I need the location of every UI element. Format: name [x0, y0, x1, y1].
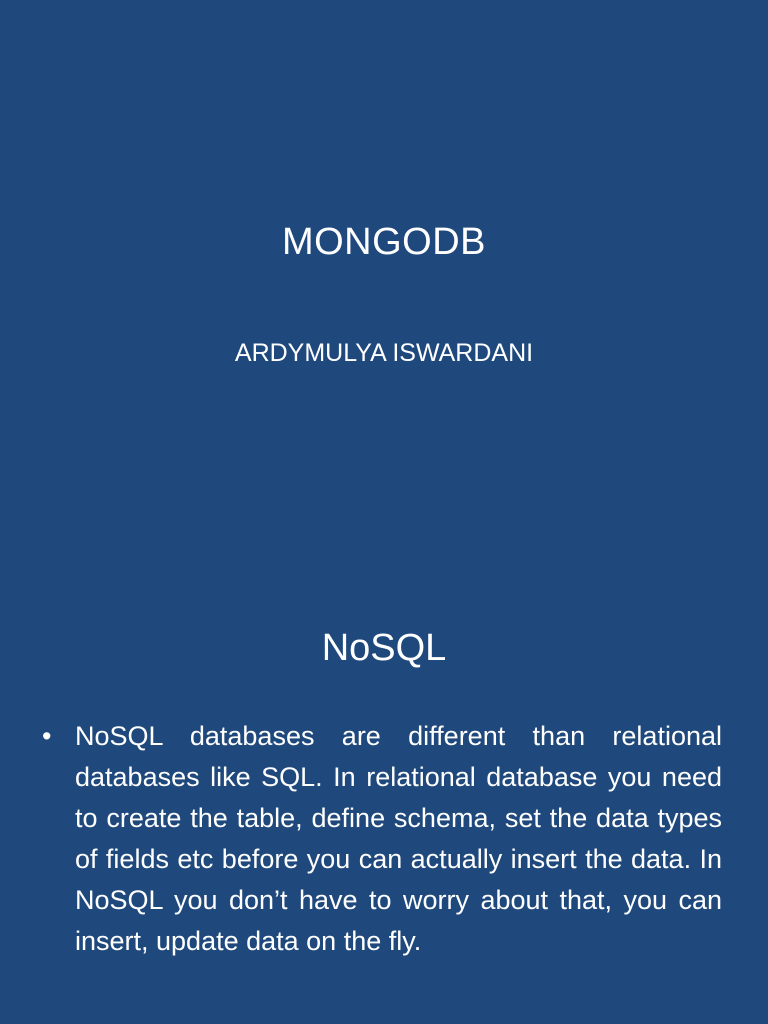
bullet-text: NoSQL databases are different than relational databases like SQL. In relational database you need to create the table, define schema, set the data types of fields etc before you can actually insert the data. In NoSQL you don’t have to worry about that, you can insert, update data on the fly. [75, 721, 722, 956]
slide-title: MONGODB [281, 221, 487, 263]
slide-subtitle-author: ARDYMULYA ISWARDANI [234, 339, 534, 367]
slide-title: NoSQL [321, 627, 447, 669]
bullet-item [40, 716, 722, 962]
content-slide [0, 576, 768, 1024]
bullet-list [40, 716, 722, 962]
bullet-icon: • [42, 721, 52, 751]
